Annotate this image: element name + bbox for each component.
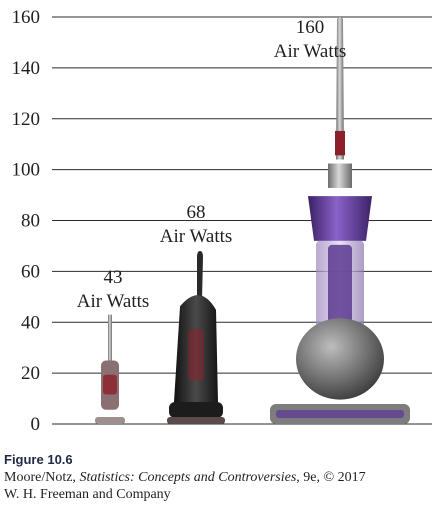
y-tick-label-40: 40 (21, 312, 40, 334)
caption-edition: , 9e, © 2017 (296, 470, 366, 485)
y-tick-label-20: 20 (21, 363, 40, 385)
vacuum-mark-1 (95, 315, 125, 424)
y-tick-label-140: 140 (11, 57, 40, 79)
data-label-value-1: 43 (103, 267, 123, 288)
caption-source-line (4, 469, 366, 486)
y-tick-label-100: 100 (11, 159, 40, 181)
vacuum-mark-2 (167, 251, 225, 424)
caption-publisher: W. H. Freeman and Company (4, 487, 171, 502)
caption-authors: Moore/Notz, (4, 470, 80, 485)
data-label-value-2: 68 (186, 202, 206, 223)
data-label-value-3: 160 (295, 17, 325, 38)
y-tick-label-80: 80 (21, 210, 40, 232)
y-tick-label-160: 160 (11, 7, 40, 28)
data-label-unit-1: Air Watts (76, 291, 150, 312)
y-tick-label-0: 0 (30, 414, 40, 435)
caption-book-title: Statistics: Concepts and Controversies (79, 470, 297, 485)
y-axis-tick-labels (12, 7, 41, 435)
y-tick-label-60: 60 (21, 261, 40, 283)
data-label-unit-2: Air Watts (159, 226, 233, 247)
data-labels (77, 17, 347, 312)
data-label-unit-3: Air Watts (273, 41, 347, 62)
figure-label: Figure 10.6 (4, 452, 73, 467)
y-tick-label-120: 120 (11, 108, 40, 130)
figure-caption (4, 451, 366, 503)
